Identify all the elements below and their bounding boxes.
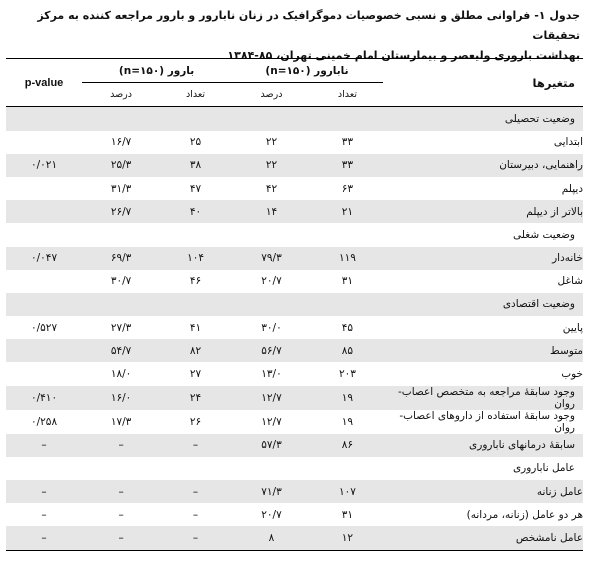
subheader-fertile-percent: درصد	[82, 83, 160, 107]
infertile-count: ۱۹	[312, 386, 383, 410]
infertile-percent: ۲۲	[231, 154, 312, 177]
fertile-percent: –	[82, 434, 160, 457]
table-row	[6, 247, 583, 270]
p-value: ۰/۲۵۸	[30, 415, 58, 428]
row-label: شاغل	[557, 275, 583, 288]
fertile-percent: ۵۴/۷	[82, 339, 160, 362]
header-pvalue: p-value	[6, 59, 82, 107]
p-value	[6, 270, 82, 293]
infertile-count: ۳۱	[341, 508, 354, 521]
fertile-percent: ۲۷/۳	[110, 321, 132, 334]
p-value: –	[6, 480, 82, 503]
row-label: هر دو عامل (زنانه، مردانه)	[466, 508, 583, 521]
infertile-count: ۲۰۳	[338, 368, 356, 381]
demographics-table	[6, 58, 583, 551]
table-row	[6, 131, 583, 154]
caption-line-2: بهداشت باروری ولیعصر و بیمارستان امام خمینی تهران، ۸۵-۱۳۸۴	[227, 49, 580, 62]
p-value: –	[6, 526, 82, 550]
subheader-fertile-count: تعداد	[160, 83, 231, 107]
table-body	[6, 107, 583, 550]
p-value	[6, 131, 82, 154]
p-value	[6, 177, 82, 200]
fertile-count: –	[160, 526, 231, 550]
fertile-percent: –	[82, 480, 160, 503]
table-row	[6, 410, 583, 434]
table-row	[6, 362, 583, 385]
infertile-count: ۶۳	[341, 182, 354, 195]
subheader-infertile-count: تعداد	[312, 83, 383, 107]
subheader-infertile-percent: درصد	[231, 83, 312, 107]
p-value: –	[41, 508, 47, 521]
infertile-count: ۳۳	[312, 154, 383, 177]
p-value: ۰/۰۲۱	[6, 154, 82, 177]
table-row	[6, 270, 583, 293]
infertile-count: ۸۶	[312, 434, 383, 457]
p-value: ۰/۴۱۰	[6, 386, 82, 410]
fertile-count: ۸۲	[160, 339, 231, 362]
infertile-percent: ۲۰/۷	[261, 275, 282, 288]
fertile-percent: ۱۷/۳	[110, 415, 132, 428]
fertile-percent: ۲۶/۷	[82, 200, 160, 223]
fertile-count: ۳۸	[160, 154, 231, 177]
caption-line-1: جدول ۱- فراوانی مطلق و نسبی خصوصیات دموگرافیک در زنان نابارور و بارور مراجعه کننده به مرکز تحقیقات	[37, 9, 580, 42]
row-label: وجود سابقهٔ استفاده از داروهای اعصاب- روان	[399, 409, 575, 434]
infertile-count: ۳۱	[341, 275, 354, 288]
infertile-percent: ۳۰/۰	[261, 321, 282, 334]
infertile-percent: ۸	[231, 526, 312, 550]
fertile-percent: ۲۵/۳	[82, 154, 160, 177]
row-label: عامل نامشخص	[383, 526, 583, 550]
infertile-percent: ۵۷/۳	[231, 434, 312, 457]
fertile-count: –	[160, 480, 231, 503]
fertile-count: ۲۵	[189, 136, 202, 149]
section-row	[6, 457, 583, 480]
p-value: ۰/۵۲۷	[30, 321, 58, 334]
row-label: ابتدایی	[553, 136, 583, 149]
row-label: بالاتر از دیپلم	[383, 200, 583, 223]
table-row	[6, 480, 583, 503]
infertile-count: ۱۲	[312, 526, 383, 550]
infertile-percent: ۵۶/۷	[231, 339, 312, 362]
row-label: پایین	[562, 321, 583, 334]
infertile-count: ۱۹	[341, 415, 354, 428]
fertile-count: ۴۶	[189, 275, 202, 288]
table-caption	[8, 6, 580, 66]
row-label: سابقهٔ درمانهای ناباروری	[383, 434, 583, 457]
table-header-row	[6, 59, 583, 83]
infertile-percent: ۲۰/۷	[261, 508, 282, 521]
fertile-count: ۲۷	[189, 368, 202, 381]
table-row	[6, 339, 583, 362]
section-row	[6, 293, 583, 316]
p-value	[6, 362, 82, 385]
fertile-count: ۲۴	[160, 386, 231, 410]
table-row	[6, 386, 583, 410]
table-row	[6, 503, 583, 526]
fertile-percent: ۱۸/۰	[110, 368, 132, 381]
infertile-percent: ۱۲/۷	[231, 386, 312, 410]
infertile-percent: ۱۴	[231, 200, 312, 223]
infertile-percent: ۱۲/۷	[261, 415, 282, 428]
row-label: خانه‌دار	[383, 247, 583, 270]
row-label: دیپلم	[561, 182, 583, 195]
table-row	[6, 154, 583, 177]
fertile-percent: –	[82, 526, 160, 550]
fertile-count: ۴۰	[160, 200, 231, 223]
row-label: راهنمایی، دبیرستان	[383, 154, 583, 177]
row-label: متوسط	[383, 339, 583, 362]
row-label: خوب	[561, 368, 583, 381]
fertile-count: ۴۷	[189, 182, 202, 195]
fertile-percent: –	[118, 508, 124, 521]
fertile-count: ۴۱	[189, 321, 202, 334]
header-fertile: بارور (n=۱۵۰)	[82, 59, 231, 83]
infertile-percent: ۲۲	[265, 136, 278, 149]
table-row	[6, 177, 583, 200]
header-variables: متغیرها	[383, 59, 583, 107]
fertile-percent: ۱۶/۷	[110, 136, 132, 149]
p-value	[6, 200, 82, 223]
section-label: عامل ناباروری	[512, 462, 575, 475]
fertile-count: ۱۰۴	[160, 247, 231, 270]
row-label: وجود سابقهٔ مراجعه به متخصص اعصاب- روان	[383, 386, 583, 410]
infertile-percent: ۷۹/۳	[231, 247, 312, 270]
infertile-count: ۱۰۷	[312, 480, 383, 503]
fertile-percent: ۶۹/۳	[82, 247, 160, 270]
fertile-count: –	[192, 508, 199, 521]
infertile-percent: ۱۳/۰	[261, 368, 282, 381]
infertile-count: ۳۳	[341, 136, 354, 149]
section-row	[6, 107, 583, 131]
p-value: –	[6, 434, 82, 457]
fertile-percent: ۳۰/۷	[110, 275, 132, 288]
section-label: وضعیت تحصیلی	[6, 107, 583, 131]
row-label: عامل زنانه	[383, 480, 583, 503]
table-row	[6, 316, 583, 339]
infertile-count: ۱۱۹	[312, 247, 383, 270]
p-value	[6, 339, 82, 362]
infertile-count: ۸۵	[312, 339, 383, 362]
infertile-count: ۴۵	[341, 321, 354, 334]
section-row	[6, 223, 583, 246]
fertile-percent: ۳۱/۳	[110, 182, 132, 195]
fertile-count: ۲۶	[189, 415, 202, 428]
infertile-percent: ۷۱/۳	[231, 480, 312, 503]
table-row	[6, 200, 583, 223]
infertile-percent: ۴۲	[265, 182, 278, 195]
header-infertile: نابارور (n=۱۵۰)	[231, 59, 383, 83]
fertile-count: –	[160, 434, 231, 457]
section-label: وضعیت اقتصادی	[6, 293, 583, 316]
section-label: وضعیت شغلی	[513, 228, 575, 241]
table-row	[6, 434, 583, 457]
p-value: ۰/۰۴۷	[6, 247, 82, 270]
infertile-count: ۲۱	[312, 200, 383, 223]
fertile-percent: ۱۶/۰	[82, 386, 160, 410]
table-row	[6, 526, 583, 550]
